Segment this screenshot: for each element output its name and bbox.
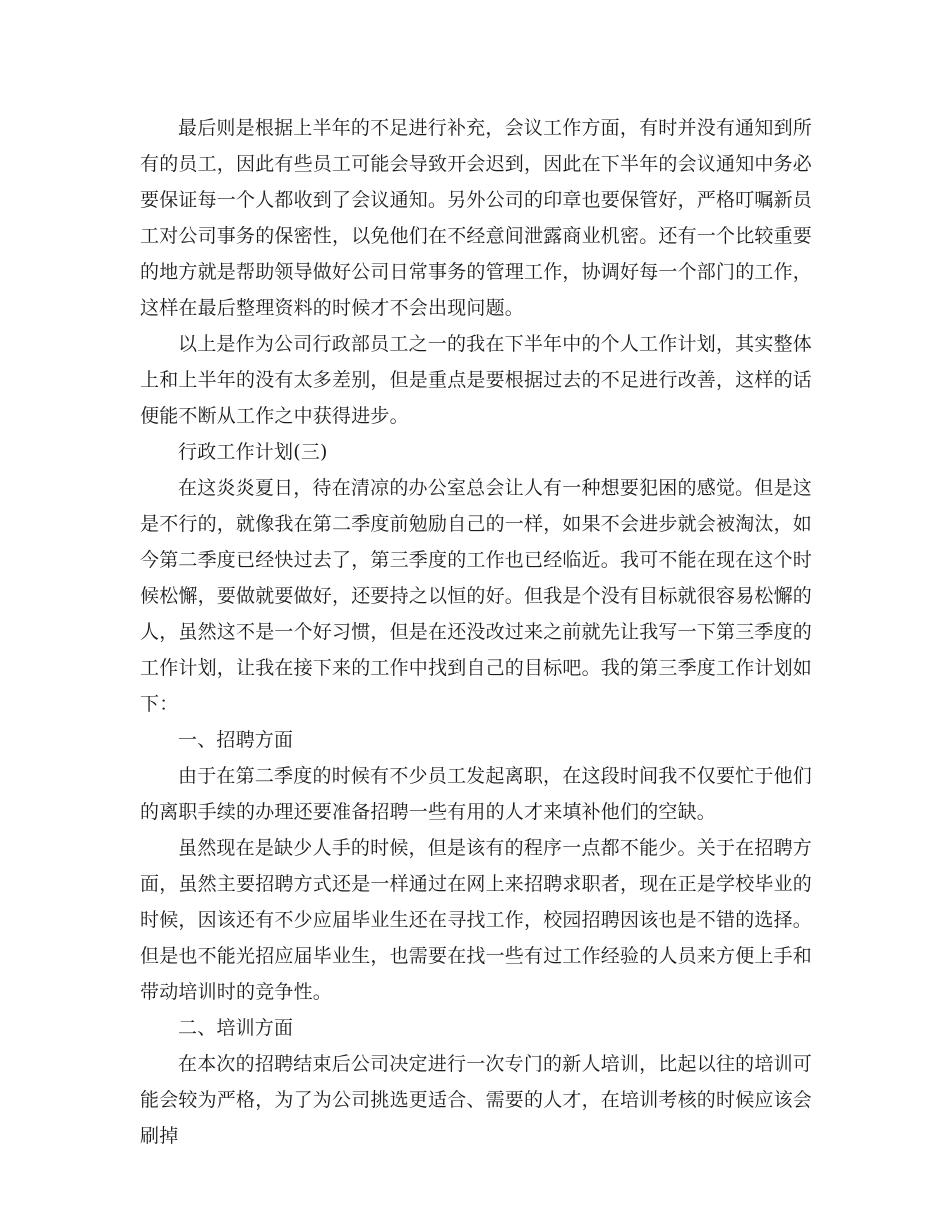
paragraph: 由于在第二季度的时候有不少员工发起离职，在这段时间我不仅要忙于他们的离职手续的办理还要准备招聘一些有用的人才来填补他们的空缺。	[140, 765, 812, 823]
paragraph: 在这炎炎夏日，待在清凉的办公室总会让人有一种想要犯困的感觉。但是这是不行的，就像我在第二季度前勉励自己的一样，如果不会进步就会被淘汰，如今第二季度已经快过去了，第三季度的工作也已经临近。我可不能在现在这个时候松懈，要做就要做好，还要持之以恒的好。但我是个没有目标就很容易松懈的人，虽然这不是一个好习惯，但是在还没改过来之前就先让我写一下第三季度的工作计划，让我在接下来的工作中找到自己的目标吧。我的第三季度工作计划如下：	[140, 477, 813, 715]
paragraph: 以上是作为公司行政部员工之一的我在下半年中的个人工作计划，其实整体上和上半年的没有太多差别，但是重点是要根据过去的不足进行改善，这样的话便能不断从工作之中获得进步。	[140, 333, 813, 427]
document-body	[140, 110, 812, 1154]
section-heading: 二、培训方面	[178, 1017, 294, 1039]
paragraph: 最后则是根据上半年的不足进行补充，会议工作方面，有时并没有通知到所有的员工，因此有些员工可能会导致开会迟到，因此在下半年的会议通知中务必要保证每一个人都收到了会议通知。另外公司的印章也要保管好，严格叮嘱新员工对公司事务的保密性，以免他们在不经意间泄露商业机密。还有一个比较重要的地方就是帮助领导做好公司日常事务的管理工作，协调好每一个部门的工作，这样在最后整理资料的时候才不会出现问题。	[140, 117, 813, 319]
paragraph: 虽然现在是缺少人手的时候，但是该有的程序一点都不能少。关于在招聘方面，虽然主要招聘方式还是一样通过在网上来招聘求职者，现在正是学校毕业的时候，因该还有不少应届毕业生还在寻找工作，校园招聘因该也是不错的选择。但是也不能光招应届毕业生，也需要在找一些有过工作经验的人员来方便上手和带动培训时的竞争性。	[140, 837, 813, 1003]
section-heading: 一、招聘方面	[178, 729, 294, 751]
section-heading: 行政工作计划(三)	[178, 441, 328, 463]
paragraph: 在本次的招聘结束后公司决定进行一次专门的新人培训，比起以往的培训可能会较为严格，为了为公司挑选更适合、需要的人才，在培训考核的时候应该会刷掉	[140, 1053, 813, 1147]
